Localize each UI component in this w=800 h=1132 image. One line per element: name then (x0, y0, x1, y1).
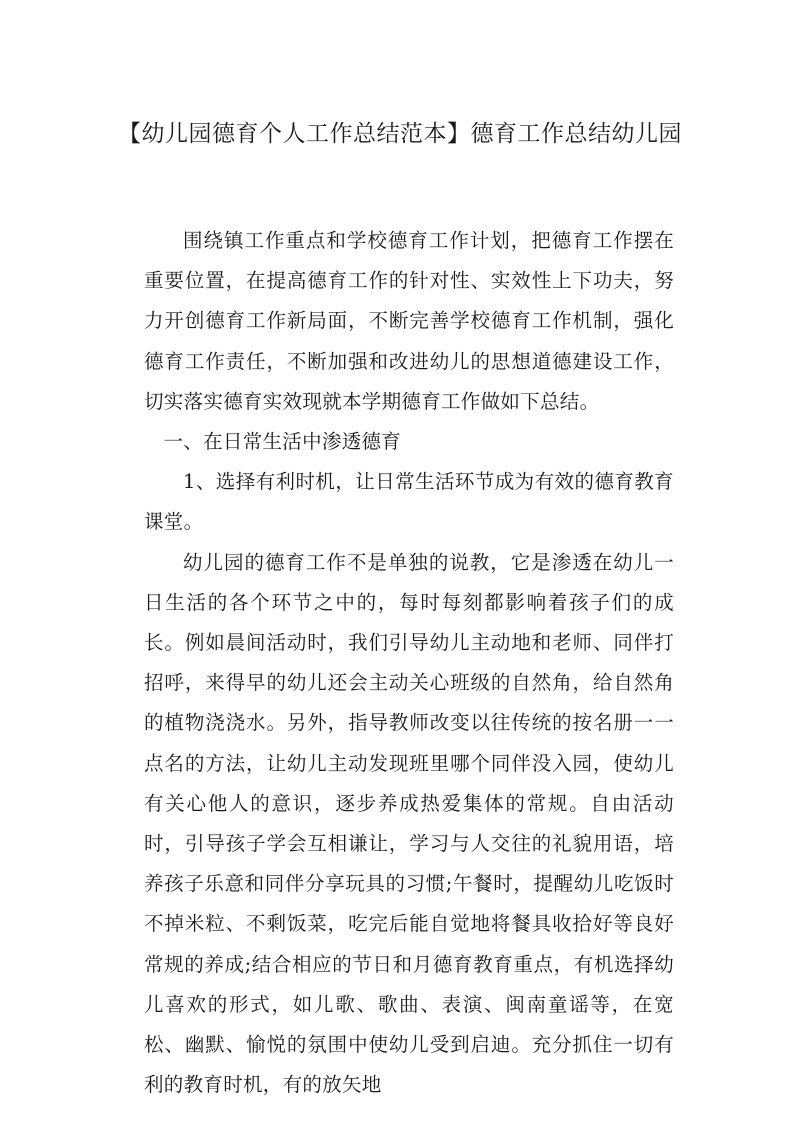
document-title: 【幼儿园德育个人工作总结范本】德育工作总结幼儿园 (118, 121, 682, 147)
subsection-heading: 1、选择有利时机，让日常生活环节成为有效的德育教育课堂。 (144, 470, 674, 534)
body-paragraph-daily-life: 幼儿园的德育工作不是单独的说教，它是渗透在幼儿一日生活的各个环节之中的，每时每刻都影响着孩子们的成长。例如晨间活动时，我们引导幼儿主动地和老师、同伴打招呼，来得早的幼儿还会主动关心班级的自然角，给自然角的植物浇浇水。另外，指导教师改变以往传统的按名册一一点名的方法，让幼儿主动发现班里哪个同伴没入园，使幼儿有关心他人的意识，逐步养成热爱集体的常规。自由活动时，引导孩子学会互相谦让，学习与人交往的礼貌用语，培养孩子乐意和同伴分享玩具的习惯;午餐时，提醒幼儿吃饭时不掉米粒、不剩饭菜，吃完后能自觉地将餐具收拾好等良好常规的养成;结合相应的节日和月德育教育重点，有机选择幼儿喜欢的形式，如儿歌、歌曲、表演、闽南童谣等，在宽松、幽默、愉悦的氛围中使幼儿受到启迪。充分抓住一切有利的教育时机，有的放矢地 (144, 550, 674, 1097)
section-heading: 一、在日常生活中渗透德育 (163, 430, 402, 454)
document-body (144, 221, 674, 1105)
body-paragraph-intro: 围绕镇工作重点和学校德育工作计划，把德育工作摆在重要位置，在提高德育工作的针对性、实效性上下功夫，努力开创德育工作新局面，不断完善学校德育工作机制，强化德育工作责任，不断加强和改进幼儿的思想道德建设工作，切实落实德育实效现就本学期德育工作做如下总结。 (144, 229, 674, 413)
